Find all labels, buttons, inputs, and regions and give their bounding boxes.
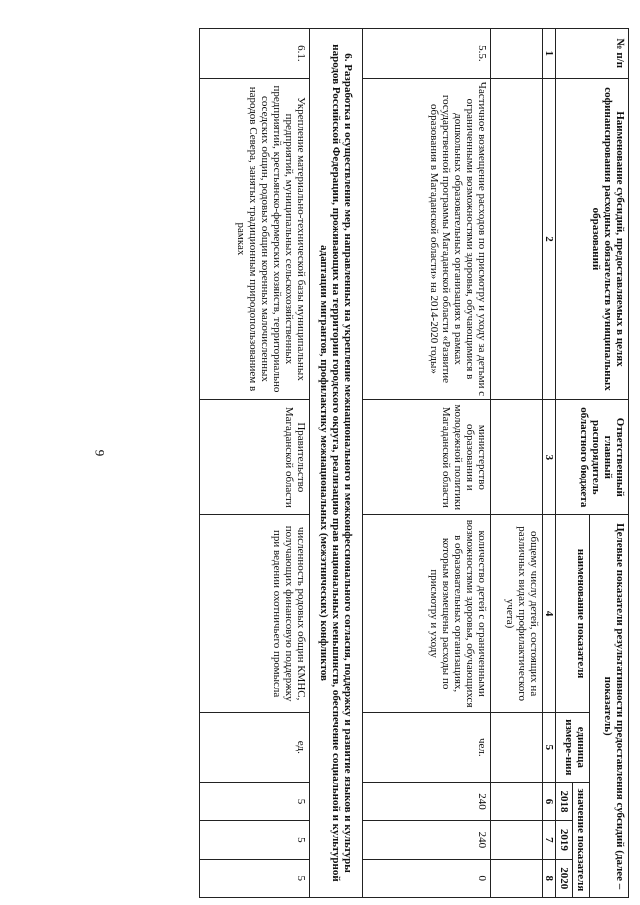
column-number-row [543,29,556,898]
table-row [363,29,491,898]
row-indicator: общему числу детей, состоящих на различных видах профилактического учета) [491,515,543,712]
subsidies-table [199,28,629,898]
col-num-2: 2 [543,78,556,400]
row-subsidy-name: Укрепление материально-технической базы муниципальных предприятий, муниципальных сельскохозяйственных предприятий, крестьянско-фермерских хозяйств, территориально соседских общин, родовых общин коренных малочисленных народов Севера, занятых традиционным природопользованием в рамках [200,78,310,400]
col-num-1: 1 [543,29,556,79]
rotated-table-page [59,28,629,898]
col-num-8: 8 [543,859,556,897]
table-row [200,29,310,898]
page-number: 9 [92,449,108,457]
row-indicator: численность родовых общин КМНС, получающих финансовую поддержку при ведении охотничьего промысла [200,515,310,712]
header-indicator-name: наименование показателя [556,515,590,712]
row-2020: 5 [200,859,310,897]
row-no: 6.1. [200,29,310,79]
header-row-1 [590,29,629,898]
header-subsidy-name: Наименование субсидий, предоставляемых в целях софинансирования расходных обязательств муниципальных образований [556,78,629,400]
header-admin: Ответственный главный распорядитель областного бюджета [556,400,629,515]
row-subsidy-name: Частичное возмещение расходов по присмотру и уходу за детьми с ограниченными возможностями здоровья, обучающимися в дошкольных образовательных организациях в рамках государственной программы Магаданской области «Развитие образования в Магаданской области» на 2014-2020 годы» [363,78,491,400]
row-unit: ед. [200,712,310,782]
row-unit [491,712,543,782]
row-2019 [491,821,543,859]
col-num-7: 7 [543,821,556,859]
row-2018: 5 [200,782,310,820]
header-values: значение показателя [573,782,590,897]
header-no: № п/п [556,29,629,79]
col-num-3: 3 [543,400,556,515]
table-row [491,29,543,898]
row-subsidy-name [491,78,543,400]
section-heading-row [310,29,363,898]
header-year-2018: 2018 [556,782,573,820]
col-num-6: 6 [543,782,556,820]
col-num-5: 5 [543,712,556,782]
row-2018: 240 [363,782,491,820]
row-no [491,29,543,79]
row-no: 5.5. [363,29,491,79]
row-admin [491,400,543,515]
row-2018 [491,782,543,820]
header-year-2020: 2020 [556,859,573,897]
row-2020: 0 [363,859,491,897]
row-2019: 240 [363,821,491,859]
row-unit: чел. [363,712,491,782]
row-indicator: количество детей с ограниченными возможностями здоровья, обучающихся в образовательных организациях, которым возмещены расходы по присмотру и уходу [363,515,491,712]
col-num-4: 4 [543,515,556,712]
row-2020 [491,859,543,897]
section-6-heading: 6. Разработка и осуществление мер, направленных на укрепление межнационального и межконфессионального согласия, поддержку и развитие языков и культуры народов Российской Федерации, проживающих на территории городского округа, реализацию прав национальных меньшинств, обеспечение социальной и культурной адаптации мигрантов, профилактику межнациональных (межэтнических) конфликтов [310,29,363,898]
header-unit: единица измере-ния [556,712,590,782]
row-admin: министерство образования и молодежной политики Магаданской области [363,400,491,515]
row-2019: 5 [200,821,310,859]
header-targets: Целевые показатели результативности предоставления субсидий (далее – показатель) [590,515,629,898]
header-year-2019: 2019 [556,821,573,859]
row-admin: Правительство Магаданской области [200,400,310,515]
